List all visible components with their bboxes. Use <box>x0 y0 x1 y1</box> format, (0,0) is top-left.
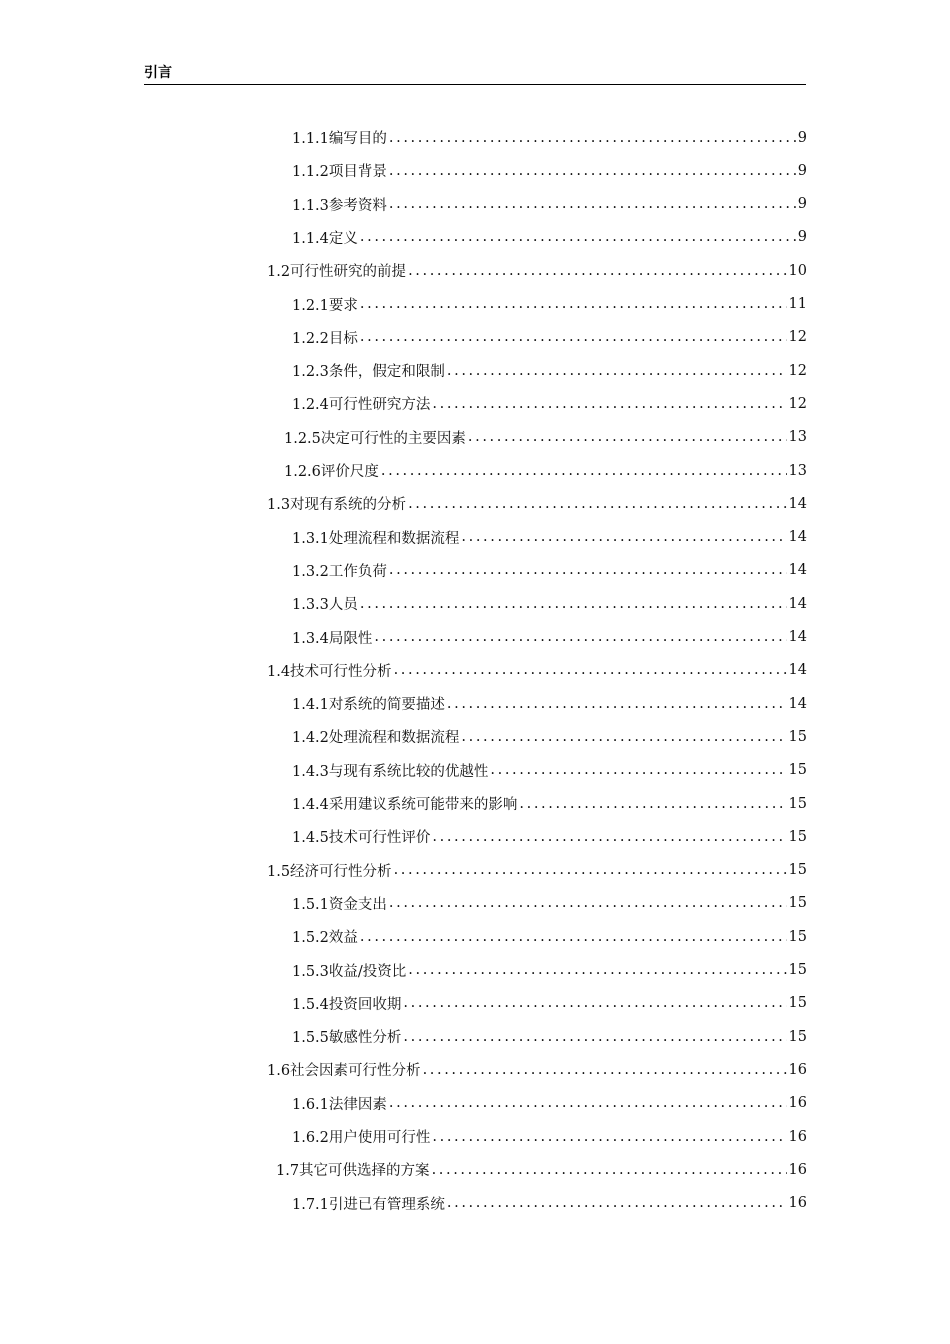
toc-dot-leader <box>389 562 787 578</box>
toc-entry-page: 15 <box>788 762 807 779</box>
toc-entry-label: 1.2可行性研究的前提 <box>267 264 407 281</box>
toc-dot-leader <box>394 862 787 878</box>
toc-entry[interactable] <box>292 687 807 720</box>
toc-entry-page: 14 <box>788 562 807 579</box>
toc-entry-page: 14 <box>788 529 807 546</box>
toc-entry[interactable] <box>267 654 807 687</box>
toc-entry[interactable] <box>276 1153 807 1186</box>
toc-dot-leader <box>389 1095 787 1111</box>
toc-dot-leader <box>389 196 796 212</box>
toc-entry-page: 16 <box>788 1061 807 1078</box>
toc-entry[interactable] <box>292 121 807 154</box>
toc-entry[interactable] <box>292 154 807 187</box>
toc-dot-leader <box>389 163 796 179</box>
toc-entry-label: 1.1.2项目背景 <box>292 164 387 181</box>
toc-entry-label: 1.4.1对系统的简要描述 <box>292 697 445 714</box>
toc-entry-label: 1.3对现有系统的分析 <box>267 497 407 514</box>
toc-entry-page: 15 <box>788 895 807 912</box>
toc-entry[interactable] <box>292 321 807 354</box>
toc-dot-leader <box>403 995 786 1011</box>
toc-entry-page: 10 <box>788 262 807 279</box>
toc-entry-label: 1.4.5技术可行性评价 <box>292 830 431 847</box>
toc-entry-page: 15 <box>788 928 807 945</box>
toc-entry[interactable] <box>292 820 807 853</box>
toc-entry-page: 15 <box>788 828 807 845</box>
toc-entry-label: 1.7.1引进已有管理系统 <box>292 1196 445 1213</box>
toc-dot-leader <box>432 1162 787 1178</box>
toc-entry-label: 1.4技术可行性分析 <box>267 663 392 680</box>
toc-entry-label: 1.5.1资金支出 <box>292 896 387 913</box>
toc-dot-leader <box>461 529 786 545</box>
toc-entry[interactable] <box>267 254 807 287</box>
toc-entry-label: 1.2.2目标 <box>292 330 358 347</box>
toc-entry-label: 1.2.1要求 <box>292 297 358 314</box>
toc-entry[interactable] <box>292 1120 807 1153</box>
toc-entry-label: 1.6.1法律因素 <box>292 1096 387 1113</box>
toc-entry-page: 14 <box>788 629 807 645</box>
toc-dot-leader <box>432 1129 786 1145</box>
toc-entry-label: 1.2.3条件，假定和限制 <box>292 364 445 381</box>
toc-entry-page: 14 <box>788 495 807 512</box>
toc-entry[interactable] <box>292 987 807 1020</box>
toc-entry-page: 9 <box>797 162 807 179</box>
toc-dot-leader <box>360 596 787 612</box>
toc-dot-leader <box>423 1062 787 1078</box>
toc-dot-leader <box>360 329 787 345</box>
toc-entry-page: 9 <box>797 196 807 213</box>
toc-entry[interactable] <box>292 554 807 587</box>
toc-entry[interactable] <box>292 188 807 221</box>
toc-entry[interactable] <box>292 288 807 321</box>
toc-entry[interactable] <box>267 854 807 887</box>
page-header <box>144 64 806 85</box>
toc-dot-leader <box>432 829 786 845</box>
toc-entry[interactable] <box>292 1187 807 1220</box>
toc-entry-label: 1.3.3人员 <box>292 597 358 614</box>
toc-entry[interactable] <box>292 587 807 620</box>
toc-dot-leader <box>461 729 786 745</box>
toc-entry-label: 1.5.5敏感性分析 <box>292 1030 402 1047</box>
toc-entry[interactable] <box>292 1087 807 1120</box>
toc-entry-label: 1.4.2处理流程和数据流程 <box>292 730 460 747</box>
toc-entry[interactable] <box>292 387 807 420</box>
toc-dot-leader <box>389 895 787 911</box>
toc-entry[interactable] <box>292 920 807 953</box>
toc-entry-label: 1.5.2效益 <box>292 930 358 947</box>
toc-entry-page: 12 <box>788 395 807 412</box>
toc-entry-label: 1.7其它可供选择的方案 <box>276 1163 430 1180</box>
toc-entry-label: 1.3.4局限性 <box>292 630 373 647</box>
toc-entry[interactable] <box>292 1020 807 1053</box>
toc-entry[interactable] <box>292 954 807 987</box>
toc-entry-label: 1.3.2工作负荷 <box>292 563 387 580</box>
toc-dot-leader <box>381 463 787 479</box>
toc-dot-leader <box>360 296 787 312</box>
toc-dot-leader <box>447 1195 787 1211</box>
toc-dot-leader <box>490 762 786 778</box>
toc-entry-label: 1.2.6评价尺度 <box>284 464 379 480</box>
toc-entry[interactable] <box>292 621 807 654</box>
toc-dot-leader <box>408 263 786 279</box>
toc-entry-page: 14 <box>788 595 807 612</box>
toc-entry-label: 1.1.1编写目的 <box>292 131 387 147</box>
toc-entry-page: 11 <box>788 296 807 312</box>
toc-entry-page: 15 <box>788 728 807 745</box>
toc-entry-label: 1.4.3与现有系统比较的优越性 <box>292 763 489 780</box>
toc-entry-page: 16 <box>788 1195 807 1212</box>
toc-entry-page: 16 <box>788 1161 807 1178</box>
toc-entry[interactable] <box>292 887 807 920</box>
toc-entry[interactable] <box>292 787 807 820</box>
toc-dot-leader <box>374 629 786 645</box>
toc-entry[interactable] <box>292 720 807 753</box>
toc-entry-page: 9 <box>797 229 807 246</box>
toc-entry[interactable] <box>284 454 807 487</box>
toc-entry[interactable] <box>292 754 807 787</box>
toc-entry-page: 16 <box>788 1128 807 1145</box>
toc-dot-leader <box>389 130 796 146</box>
toc-entry-page: 12 <box>788 362 807 379</box>
toc-dot-leader <box>468 429 787 445</box>
toc-entry[interactable] <box>292 354 807 387</box>
header-title: 引言 <box>144 65 172 81</box>
toc-entry-page: 14 <box>788 662 807 679</box>
toc-dot-leader <box>394 662 787 678</box>
toc-entry-label: 1.6.2用户使用可行性 <box>292 1130 431 1146</box>
toc-entry-page: 16 <box>788 1095 807 1112</box>
toc-entry[interactable] <box>292 521 807 554</box>
toc-entry-page: 14 <box>788 695 807 712</box>
toc-entry-label: 1.5.3收益/投资比 <box>292 963 407 980</box>
toc-dot-leader <box>447 363 787 379</box>
toc-entry-label: 1.4.4采用建议系统可能带来的影响 <box>292 797 518 813</box>
toc-entry-label: 1.5.4投资回收期 <box>292 996 402 1013</box>
toc-entry-page: 15 <box>788 995 807 1012</box>
toc-entry-page: 15 <box>788 862 807 879</box>
toc-dot-leader <box>519 796 786 812</box>
toc-dot-leader <box>432 396 786 412</box>
toc-entry-label: 1.2.4可行性研究方法 <box>292 397 431 414</box>
toc-entry-page: 15 <box>788 962 807 978</box>
toc-entry-label: 1.1.3参考资料 <box>292 197 387 214</box>
toc-entry[interactable] <box>267 487 807 520</box>
toc-entry-label: 1.1.4定义 <box>292 230 358 247</box>
toc-dot-leader <box>447 696 787 712</box>
toc-entry-label: 1.3.1处理流程和数据流程 <box>292 530 460 547</box>
toc-dot-leader <box>360 229 796 245</box>
toc-dot-leader <box>408 962 786 978</box>
toc-entry-page: 15 <box>788 795 807 812</box>
toc-entry-page: 13 <box>788 429 807 446</box>
toc-dot-leader <box>408 496 786 512</box>
toc-entry-page: 15 <box>788 1028 807 1045</box>
toc-entry[interactable] <box>292 221 807 254</box>
toc-entry-label: 1.6社会因素可行性分析 <box>267 1063 421 1080</box>
toc-entry-label: 1.5经济可行性分析 <box>267 863 392 880</box>
toc-entry-page: 12 <box>788 329 807 346</box>
toc-entry-page: 13 <box>788 462 807 479</box>
toc-dot-leader <box>403 1029 786 1045</box>
toc-entry-page: 9 <box>797 129 807 146</box>
toc-entry[interactable] <box>284 421 807 454</box>
toc-dot-leader <box>360 929 787 945</box>
toc-entry[interactable] <box>267 1053 807 1086</box>
toc-entry-label: 1.2.5决定可行性的主要因素 <box>284 430 466 447</box>
